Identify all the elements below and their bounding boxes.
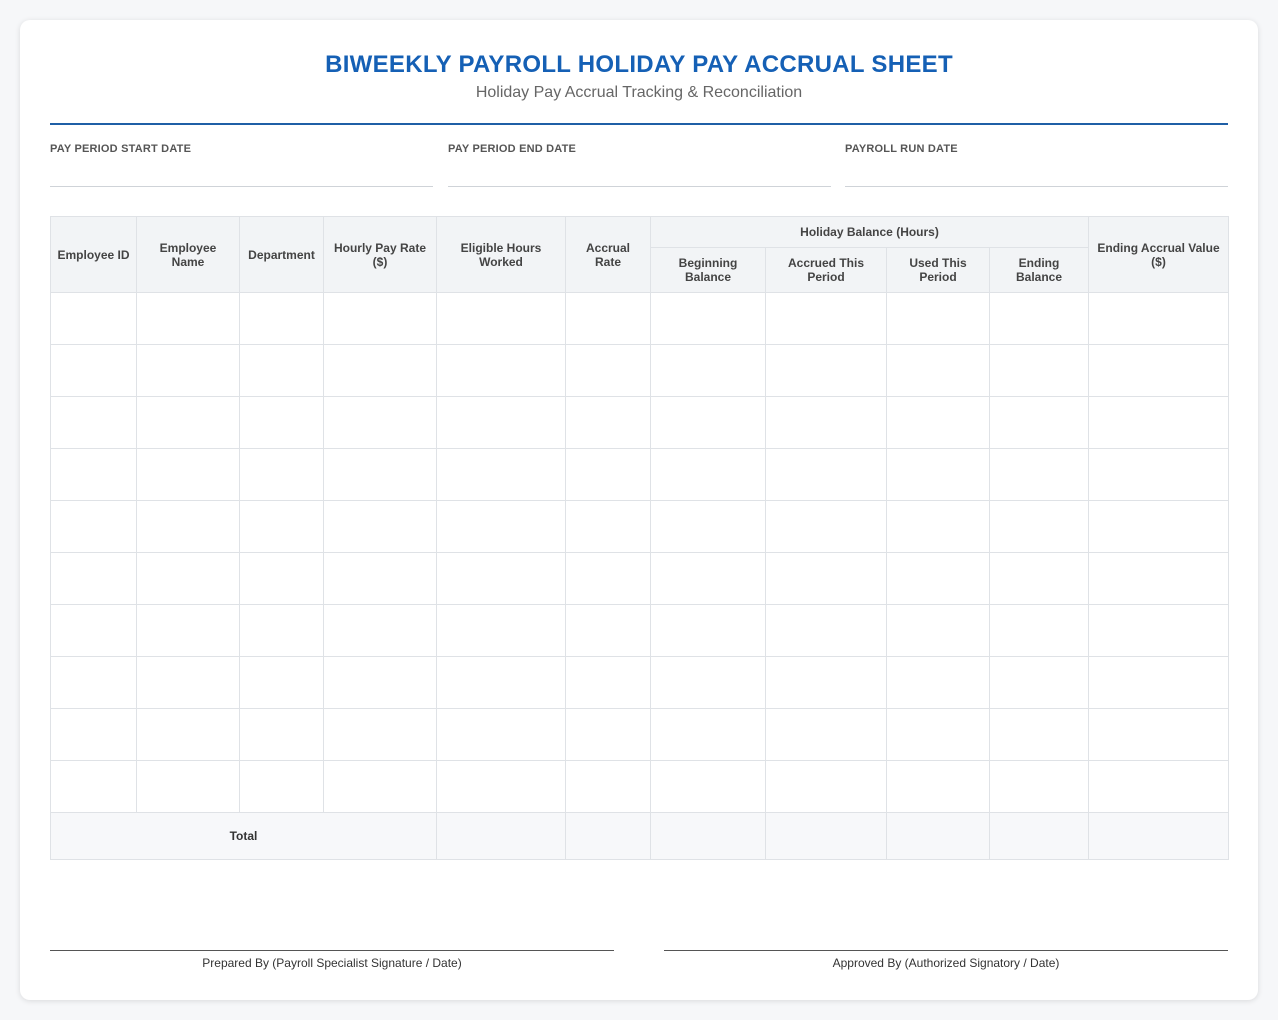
table-cell[interactable]: [137, 501, 240, 553]
table-cell[interactable]: [324, 657, 437, 709]
table-row: [51, 449, 1229, 501]
col-ending-balance: Ending Balance: [990, 248, 1089, 293]
table-cell[interactable]: [137, 553, 240, 605]
table-cell[interactable]: [1089, 605, 1229, 657]
table-cell[interactable]: [437, 449, 566, 501]
table-cell[interactable]: [766, 709, 887, 761]
table-cell[interactable]: [240, 397, 324, 449]
table-cell[interactable]: [887, 657, 990, 709]
total-label: Total: [51, 813, 437, 860]
table-cell[interactable]: [887, 709, 990, 761]
table-cell[interactable]: [51, 553, 137, 605]
page-subtitle: Holiday Pay Accrual Tracking & Reconciliation: [475, 84, 803, 101]
table-cell[interactable]: [566, 709, 651, 761]
table-cell[interactable]: [240, 553, 324, 605]
payroll-run-date-field[interactable]: [845, 142, 1228, 187]
table-cell[interactable]: [990, 397, 1089, 449]
table-cell[interactable]: [137, 397, 240, 449]
table-cell[interactable]: [990, 709, 1089, 761]
table-cell[interactable]: [566, 449, 651, 501]
table-cell[interactable]: [437, 553, 566, 605]
table-cell[interactable]: [137, 709, 240, 761]
page-title: BIWEEKLY PAYROLL HOLIDAY PAY ACCRUAL SHEET: [325, 51, 953, 78]
table-cell[interactable]: [51, 657, 137, 709]
table-cell[interactable]: [437, 397, 566, 449]
table-cell[interactable]: [1089, 397, 1229, 449]
pay-period-start-field[interactable]: [50, 142, 433, 187]
table-row: [51, 501, 1229, 553]
table-cell[interactable]: [137, 345, 240, 397]
table-cell[interactable]: [137, 449, 240, 501]
table-cell[interactable]: [651, 605, 766, 657]
col-beginning-balance: Beginning Balance: [651, 248, 766, 293]
table-cell[interactable]: [437, 605, 566, 657]
table-cell[interactable]: [240, 293, 324, 345]
table-cell[interactable]: [566, 397, 651, 449]
table-cell[interactable]: [887, 449, 990, 501]
table-cell[interactable]: [240, 761, 324, 813]
total-cell[interactable]: [766, 813, 887, 860]
table-cell[interactable]: [766, 293, 887, 345]
total-cell[interactable]: [990, 813, 1089, 860]
table-cell[interactable]: [51, 709, 137, 761]
table-cell[interactable]: [240, 709, 324, 761]
table-cell[interactable]: [324, 605, 437, 657]
table-cell[interactable]: [1089, 293, 1229, 345]
sheet-header: [50, 20, 1228, 125]
table-cell[interactable]: [566, 553, 651, 605]
prepared-by-signature-line: Prepared By (Payroll Specialist Signature / Date): [50, 950, 614, 970]
table-cell[interactable]: [324, 709, 437, 761]
table-cell[interactable]: [566, 345, 651, 397]
table-cell[interactable]: [437, 761, 566, 813]
col-used-this-period: Used This Period: [887, 248, 990, 293]
field-label: PAY PERIOD START DATE: [50, 143, 192, 155]
table-cell[interactable]: [766, 397, 887, 449]
col-employee-name: Employee Name: [137, 217, 240, 293]
table-cell[interactable]: [240, 345, 324, 397]
table-cell[interactable]: [651, 501, 766, 553]
table-body: [51, 293, 1229, 813]
table-row: [51, 293, 1229, 345]
table-cell[interactable]: [990, 293, 1089, 345]
table-cell[interactable]: [566, 293, 651, 345]
table-cell[interactable]: [887, 345, 990, 397]
table-cell[interactable]: [766, 605, 887, 657]
table-cell[interactable]: [51, 605, 137, 657]
table-cell[interactable]: [51, 293, 137, 345]
table-cell[interactable]: [651, 709, 766, 761]
table-cell[interactable]: [566, 761, 651, 813]
total-row: [51, 813, 1229, 860]
table-cell[interactable]: [137, 605, 240, 657]
table-cell[interactable]: [651, 657, 766, 709]
table-row: [51, 397, 1229, 449]
table-cell[interactable]: [766, 345, 887, 397]
table-cell[interactable]: [324, 293, 437, 345]
table-cell[interactable]: [1089, 345, 1229, 397]
table-row: [51, 553, 1229, 605]
table-cell[interactable]: [566, 605, 651, 657]
table-cell[interactable]: [566, 657, 651, 709]
table-row: [51, 761, 1229, 813]
table-cell[interactable]: [137, 293, 240, 345]
table-cell[interactable]: [651, 397, 766, 449]
table-cell[interactable]: [1089, 709, 1229, 761]
table-cell[interactable]: [1089, 761, 1229, 813]
table-cell[interactable]: [137, 761, 240, 813]
table-cell[interactable]: [766, 501, 887, 553]
table-cell[interactable]: [437, 293, 566, 345]
table-cell[interactable]: [651, 449, 766, 501]
table-cell[interactable]: [990, 345, 1089, 397]
field-label: PAY PERIOD END DATE: [448, 143, 577, 155]
table-cell[interactable]: [887, 293, 990, 345]
table-cell[interactable]: [437, 501, 566, 553]
table-cell[interactable]: [324, 345, 437, 397]
table-cell[interactable]: [990, 501, 1089, 553]
col-accrued-this-period: Accrued This Period: [766, 248, 887, 293]
pay-period-fields: [50, 142, 1228, 186]
total-cell[interactable]: [651, 813, 766, 860]
table-row: [51, 657, 1229, 709]
table-cell[interactable]: [324, 501, 437, 553]
col-eligible-hours: Eligible Hours Worked: [437, 217, 566, 293]
table-row: [51, 605, 1229, 657]
table-cell[interactable]: [1089, 501, 1229, 553]
accrual-table: [50, 216, 1229, 860]
col-ending-accrual-value: Ending Accrual Value ($): [1089, 217, 1229, 293]
col-group-holiday-balance: Holiday Balance (Hours): [651, 217, 1089, 248]
table-cell[interactable]: [240, 449, 324, 501]
table-cell[interactable]: [51, 345, 137, 397]
table-cell[interactable]: [324, 397, 437, 449]
table-cell[interactable]: [51, 501, 137, 553]
table-cell[interactable]: [887, 501, 990, 553]
table-cell[interactable]: [437, 709, 566, 761]
table-cell[interactable]: [887, 761, 990, 813]
total-cell[interactable]: [887, 813, 990, 860]
total-cell[interactable]: [437, 813, 566, 860]
table-cell[interactable]: [651, 345, 766, 397]
table-cell[interactable]: [766, 761, 887, 813]
table-cell[interactable]: [240, 501, 324, 553]
payroll-sheet: [20, 20, 1258, 1000]
total-cell[interactable]: [566, 813, 651, 860]
table-cell[interactable]: [990, 553, 1089, 605]
table-cell[interactable]: [324, 761, 437, 813]
pay-period-end-field[interactable]: [448, 142, 831, 187]
table-cell[interactable]: [324, 449, 437, 501]
table-cell[interactable]: [887, 397, 990, 449]
table-cell[interactable]: [137, 657, 240, 709]
table-cell[interactable]: [766, 553, 887, 605]
table-cell[interactable]: [651, 293, 766, 345]
col-hourly-rate: Hourly Pay Rate ($): [324, 217, 437, 293]
col-employee-id: Employee ID: [51, 217, 137, 293]
table-cell[interactable]: [437, 345, 566, 397]
table-row: [51, 345, 1229, 397]
table-cell[interactable]: [651, 553, 766, 605]
table-cell[interactable]: [240, 657, 324, 709]
table-cell[interactable]: [990, 761, 1089, 813]
col-accrual-rate: Accrual Rate: [566, 217, 651, 293]
total-cell[interactable]: [1089, 813, 1229, 860]
table-cell[interactable]: [1089, 657, 1229, 709]
table-cell[interactable]: [887, 553, 990, 605]
table-cell[interactable]: [324, 553, 437, 605]
table-cell[interactable]: [766, 657, 887, 709]
table-cell[interactable]: [766, 449, 887, 501]
table-cell[interactable]: [51, 449, 137, 501]
table-cell[interactable]: [240, 605, 324, 657]
col-department: Department: [240, 217, 324, 293]
table-cell[interactable]: [990, 449, 1089, 501]
table-cell[interactable]: [51, 761, 137, 813]
accrual-table-wrap: [50, 216, 1228, 860]
table-cell[interactable]: [1089, 553, 1229, 605]
table-cell[interactable]: [887, 605, 990, 657]
table-cell[interactable]: [990, 657, 1089, 709]
table-cell[interactable]: [651, 761, 766, 813]
approved-by-signature-line: Approved By (Authorized Signatory / Date): [664, 950, 1228, 970]
field-label: PAYROLL RUN DATE: [845, 143, 958, 155]
table-cell[interactable]: [1089, 449, 1229, 501]
table-cell[interactable]: [51, 397, 137, 449]
table-cell[interactable]: [990, 605, 1089, 657]
table-row: [51, 709, 1229, 761]
table-cell[interactable]: [566, 501, 651, 553]
table-cell[interactable]: [437, 657, 566, 709]
